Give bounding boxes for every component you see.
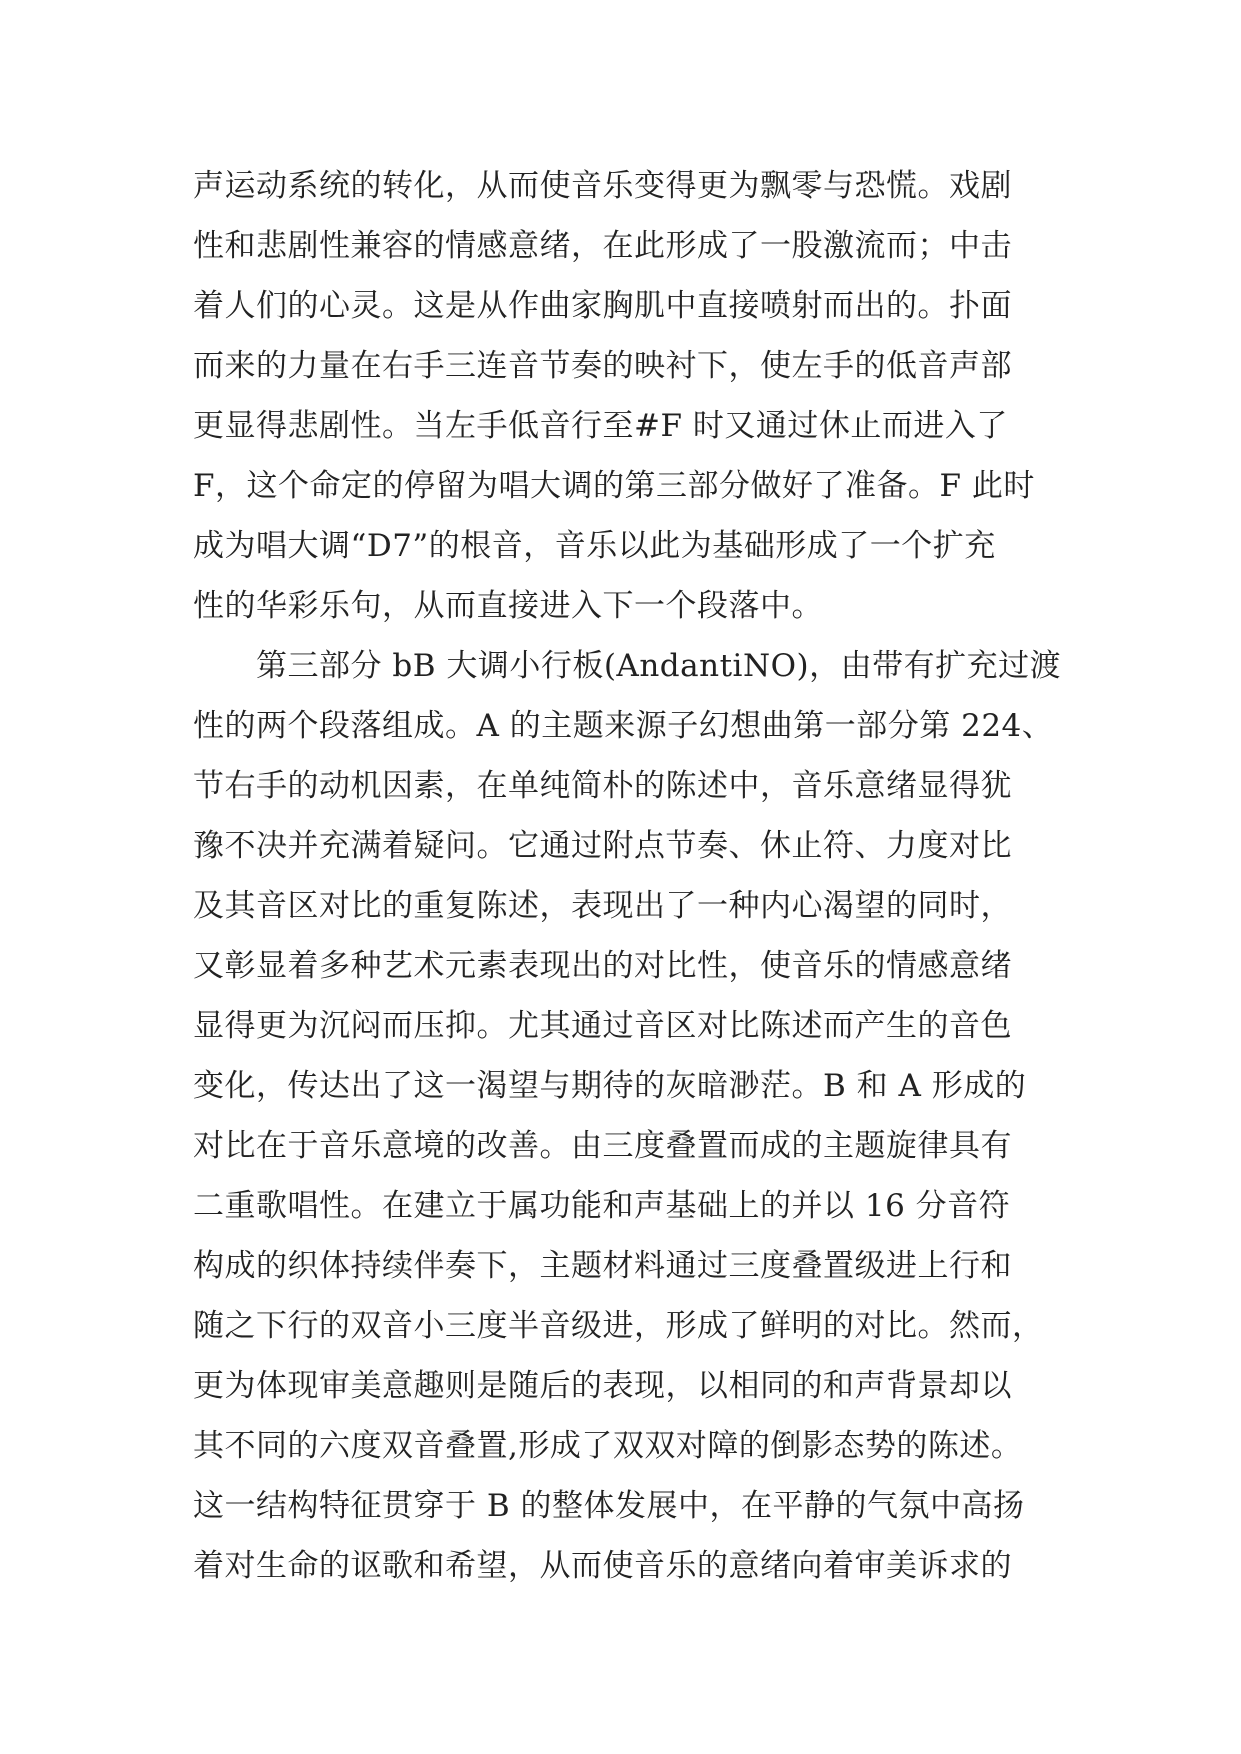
text-line: 性和悲剧性兼容的情感意绪，在此形成了一股激流而；中击: [193, 228, 1012, 264]
text-line: 显得更为沉闷而压抑。尤其通过音区对比陈述而产生的音色: [193, 1008, 1012, 1044]
text-line: 豫不决并充满着疑问。它通过附点节奏、休止符、力度对比: [193, 828, 1012, 864]
text-line: 节右手的动机因素，在单纯简朴的陈述中，音乐意绪显得犹: [193, 768, 1012, 804]
text-line: 其不同的六度双音叠置,形成了双双对障的倒影态势的陈述。: [193, 1428, 1023, 1464]
text-line: 对比在于音乐意境的改善。由三度叠置而成的主题旋律具有: [193, 1128, 1012, 1164]
text-line: 着对生命的讴歌和希望，从而使音乐的意绪向着审美诉求的: [193, 1548, 1012, 1584]
text-line: 二重歌唱性。在建立于属功能和声基础上的并以 16 分音符: [193, 1188, 1011, 1224]
text-line: 及其音区对比的重复陈述，表现出了一种内心渴望的同时，: [193, 888, 1012, 924]
text-line: 第三部分 bB 大调小行板(AndantiNO)，由带有扩充过渡: [193, 648, 1062, 684]
text-line: 而来的力量在右手三连音节奏的映衬下，使左手的低音声部: [193, 348, 1012, 384]
text-line: 随之下行的双音小三度半音级进，形成了鲜明的对比。然而，: [193, 1308, 1044, 1344]
text-line: 更为体现审美意趣则是随后的表现，以相同的和声背景却以: [193, 1368, 1012, 1404]
text-line: 这一结构特征贯穿于 B 的整体发展中，在平静的气氛中高扬: [193, 1488, 1025, 1524]
text-line: 又彰显着多种艺术元素表现出的对比性，使音乐的情感意绪: [193, 948, 1012, 984]
text-line: 性的两个段落组成。A 的主题来源子幻想曲第一部分第 224、: [193, 708, 1054, 744]
text-line: 成为唱大调“D7”的根音，音乐以此为基础形成了一个扩充: [193, 528, 996, 564]
text-line: 着人们的心灵。这是从作曲家胸肌中直接喷射而出的。扑面: [193, 288, 1012, 324]
paragraph-2: [193, 636, 1073, 1596]
text-line: 声运动系统的转化，从而使音乐变得更为飘零与恐慌。戏剧: [193, 168, 1012, 204]
text-line: F，这个命定的停留为唱大调的第三部分做好了准备。F 此时: [193, 468, 1035, 504]
text-line: 性的华彩乐句，从而直接进入下一个段落中。: [193, 588, 823, 624]
text-line: 构成的织体持续伴奏下，主题材料通过三度叠置级进上行和: [193, 1248, 1012, 1284]
text-line: 更显得悲剧性。当左手低音行至#F 时又通过休止而进入了: [193, 408, 1008, 444]
text-line: 变化，传达出了这一渴望与期待的灰暗渺茫。B 和 A 形成的: [193, 1068, 1027, 1104]
body-text: [193, 156, 1073, 1596]
paragraph-1: [193, 156, 1073, 636]
